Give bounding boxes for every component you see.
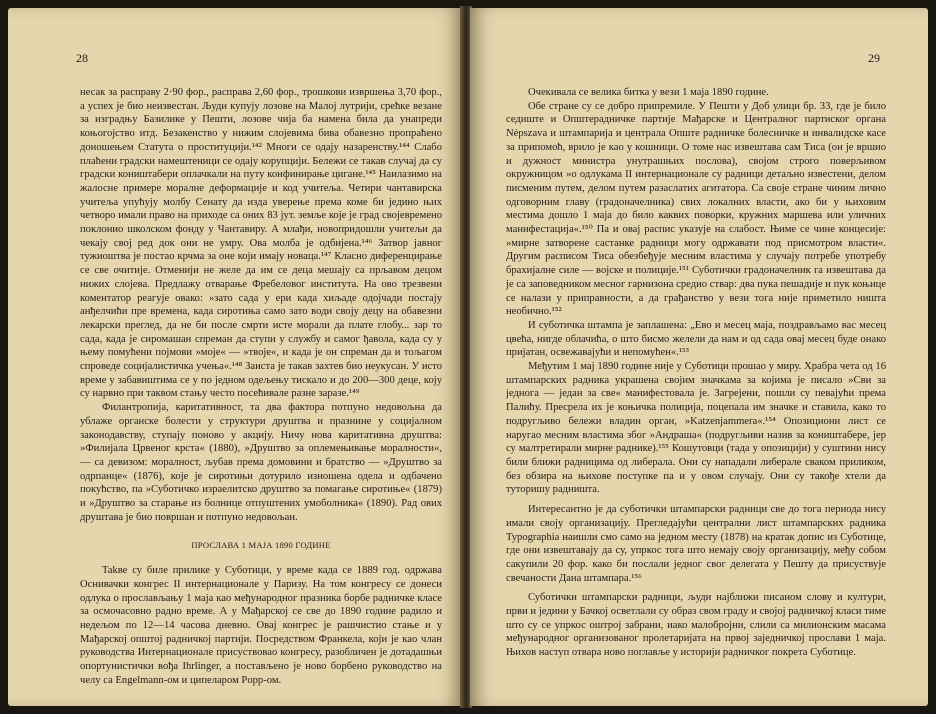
paragraph: Међутим 1 мај 1890 године није у Суботици прошао у миру. Храбра чета од 16 штампарских радника украшена својим значкама за којима је писало »Сви за једнога — један за све« манифестовала је. Загрејени, пошли су певајући према Палићу. Преcрела их је коњичка полиција, пoцепала им значке и ставила, како то подругљиво бележи владин орган, »Katzenjammera«.¹⁵⁴ Опозициони лист се наругао месним властима због »Андраша« (подругљиви назив за коништабере, јер су малтретирали мирне раднике).¹⁵⁵ Кошутовци (тада у опозицији) у суштини нису били ближи радницима од либерала. Они су нападали либерале сваком приликом, без обзира на њихове поступке па и у овом случају. Они су такође хтели да туторишу радништа. xyxy=(506,361,886,496)
page-number-left: 28 xyxy=(76,51,88,65)
paragraph: Очекивала се велика битка у вези 1 маја 1890 године. xyxy=(528,87,769,98)
right-page xyxy=(470,8,928,706)
section-heading: ПРОСЛАВА 1 МАЈА 1890 ГОДИНЕ xyxy=(191,539,331,550)
left-page xyxy=(8,8,462,706)
paragraph: Интересантно је да суботички штампарски радници све до тога периода нису имали своју организацију. Прегледајући централни лист штампарских радника Typographia наишли смо само на једном месту (1878) на кратак допис из Суботице, где они извештавају да су, упркос тога што немају своју организацију, међу собом сакупили 20 фор. како би послали једног свог делегата у Пешту да присуствује свечаности Дана штампара.¹⁵⁶ xyxy=(506,504,886,584)
paragraph: И суботичка штампа је заплашена: „Ево и месец маја, поздрављамо вас месец цвећа, нигде облачића, о што бисмо желели да нам и од сада овај месец буде онако пријатан, освежавајући и непомућен«.¹⁵³ xyxy=(506,319,886,359)
paragraph: несак за расправу 2·90 фор., расправа 2,60 фор., трошкови извршења 3,70 фор., а успех је био неизвестан. Људи купују лозове на Малој лутрији, срећке везане за изградњу Базилике у Пешти, лозове чија ба намена била да унапреди коњогојство итд. Безакенство у нижим слојевима бива обавезно пропраћено доношењем Статута о проституцији.¹⁴² Многи се одају назаренству.¹⁴⁴ Слабо плаћени градски намештеници се одају корупцији. Бележи се такав случај да су градски коништабери оплачкали на путу конфинирање цигане.¹⁴⁵ Наилазимо на жалосне примере моралне деформације и код учитеља. Четири чантавирска учитеља упућују молбу Сенату да изда уверење према коме би једино њих четворо имали право на приходе са оних 83 јут. земље које је град својевремено поклонио школском фонду у Чантавиру. А млађи, новопридошли учитељи да чекају свој ред док они не умру. Ова молба је одбијена.¹⁴⁶ Затвор јавног тужиоштва је постао крчма за оне који имају новаца.¹⁴⁷ Класно диференцирање се све очитије. Отменији не желе да им се деца мешају са прљавом децом нижих слојева. Предлажу отварање Фребеловог института. На ово трезвени коментатор реагује овако: »зато сада у ери када хиљаде одојчади постају анђелчићи пре времена, када сиротиња само зато води своју децу на обавезни лекарски преглед, да не би после смрти исте морали да плате глобу... зар то сада, када је сиромашан спреман да ступи у службу и самог ђавола, када су у њему помућени појмови »моје« — »твоје«, и када је он спреман да и тољагом спроведе социјалистичка учења«.¹⁴⁸ Заиста је такав захтев био неукусан. У исто време у забавиштима се у по једном одељењу тискало и до 200—300 деце, коју су нарвно при таквом стању често посећивале разне заразе.¹⁴⁹ xyxy=(80,87,442,400)
right-page-body xyxy=(506,86,886,660)
paragraph: Суботички штампарски радници, људи најближи писаном слову и култури, први и једини у Бачкој осветлали су образ свом граду и својој радничкој класи тиме што су се упркос оштрој забрани, иако малобројни, слили са милионским масама међународног организованог пролетаријата на првој заједничкој прослави 1 маја. Њихов наступ отвара ново поглавље у историји радничког покрета Суботице. xyxy=(506,592,886,659)
left-page-body xyxy=(80,86,442,688)
paragraph: Филантропија, каритативност, та два фактора потпуно недовољна да ублаже органске болести у структури друштва и празнине у социјалном законодавству, ступају поново у акцију. Ничу нова каритативна друштва: »Филијала Црвеног крста« (1880), »Друштво за оплемењивање моралности«, — са девизом: моралност, љубав према домовини и братство — »Друштво за одрпанце« (1876), које је сиротињи дотурило изношена одела и одбачено покућство, па »Суботичко израелитско друштво за помагање сиротиње« (1879) и »Друштво за старање из болнице отпуштених умоболника« (1890). Рад ових друштава је био површан и потпуно недовољан. xyxy=(80,402,442,523)
page-number-right: 29 xyxy=(868,51,880,65)
paragraph: Takве су биле прилике у Суботици, у време када се 1889 год. одржава Оснивачки конгрес II интернационале у Паризу. На том конгресу се донеси одлука о прослављању 1 маја као међународног празника борбе радничке класе за осмочасовно радно време. А у Мађарској се све до 1890 године радило и недељом по 12—14 часова дневно. Овај конгрес је рашчистио стање и у Мађарској општој радничкој партији. Посредством Франкела, који је као члан руководства Интернационале присуствовао конгресу, разобличен је дотадашњи опортунистички вођа Ihrlinger, а постављено је ново борбено руководство на челу са Engelmann-ом и ципеларом Popp-ом. xyxy=(80,565,442,686)
paragraph: Обе стране су се добро припремиле. У Пешти у Доб улици бр. 33, где је било седиште и Општерадничке партије Мађарске и Централног партиског органа Népszava и штампарија и централа Опште радничке болесничке и инвалидске касе за припомоћ, врило је као у кошници. О томе нас извештава сам Тиса (он је вршио и дужност министра унутрашњих послова), својом строго поверљивом окружницом »о одлукама II интернационале су радници детаљно известени, делом писменим путем, делом путем разаслатих агитатора. Са своје стране чиним лично одговорним главу (градоначелника) свих локалних власти, ако би у њиховим местима дошло 1 маја до било каквих поворки, кружних маршева или уличних манифестација«.¹⁵⁰ Па и овај распис указује на слабост. Њиме се чине концесије: »мирне затворене састанке радници могу одржавати под присмотром власти«. Другим расписом Тиса обезбеђује месним властима у случају потребе употребу брахијалне силе — војске и полиције.¹⁵¹ Суботички градоначелник га извештава да је са заповедником месног гарнизона средио ствар: два пука пешадије и пук коњице се налази у приправности, а да грађанство у вези тога није приметило ништа необично.¹⁵² xyxy=(506,100,886,318)
